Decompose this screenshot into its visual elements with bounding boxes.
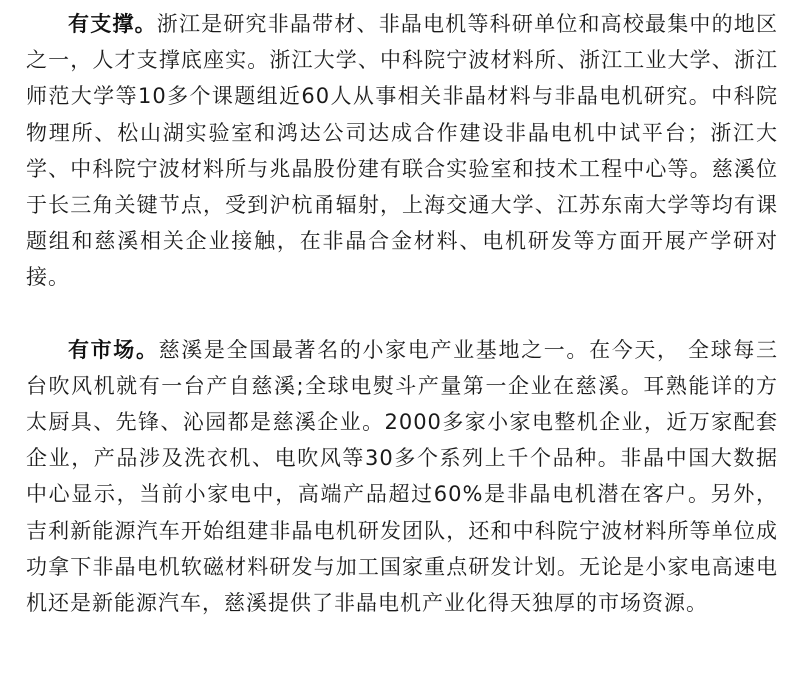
paragraph-text-support: 浙江是研究非晶带材、非晶电机等科研单位和高校最集中的地区之一，人才支撑底座实。浙江大学、中科院宁波材料所、浙江工业大学、浙江师范大学等10多个课题组近60人从事相关非晶材料与非晶电机研究。中科院物理所、松山湖实验室和鸿达公司达成合作建设非晶电机中试平台；浙江大学、中科院宁波材料所与兆晶股份建有联合实验室和技术工程中心等。慈溪位于长三角关键节点，受到沪杭甬辐射，上海交通大学、江苏东南大学等均有课题组和慈溪相关企业接触，在非晶合金材料、电机研发等方面开展产学研对接。 [26,12,779,290]
paragraph-text-market: 慈溪是全国最著名的小家电产业基地之一。在今天， 全球每三台吹风机就有一台产自慈溪;全球电熨斗产量第一企业在慈溪。耳熟能详的方太厨具、先锋、沁园都是慈溪企业。2000多家小家电整机企业，近万家配套企业，产品涉及洗衣机、电吹风等30多个系列上千个品种。非晶中国大数据中心显示，当前小家电中，高端产品超过60%是非晶电机潜在客户。另外，吉利新能源汽车开始组建非晶电机研发团队，还和中科院宁波材料所等单位成功拿下非晶电机软磁材料研发与加工国家重点研发计划。无论是小家电高速电机还是新能源汽车，慈溪提供了非晶电机产业化得天独厚的市场资源。 [26,337,778,616]
paragraph-lead-market: 有市场。 [68,337,159,362]
paragraph-support [26,0,778,296]
paragraph-lead-support: 有支撑。 [68,12,157,36]
document-body [26,0,778,621]
paragraph-market [26,332,778,622]
